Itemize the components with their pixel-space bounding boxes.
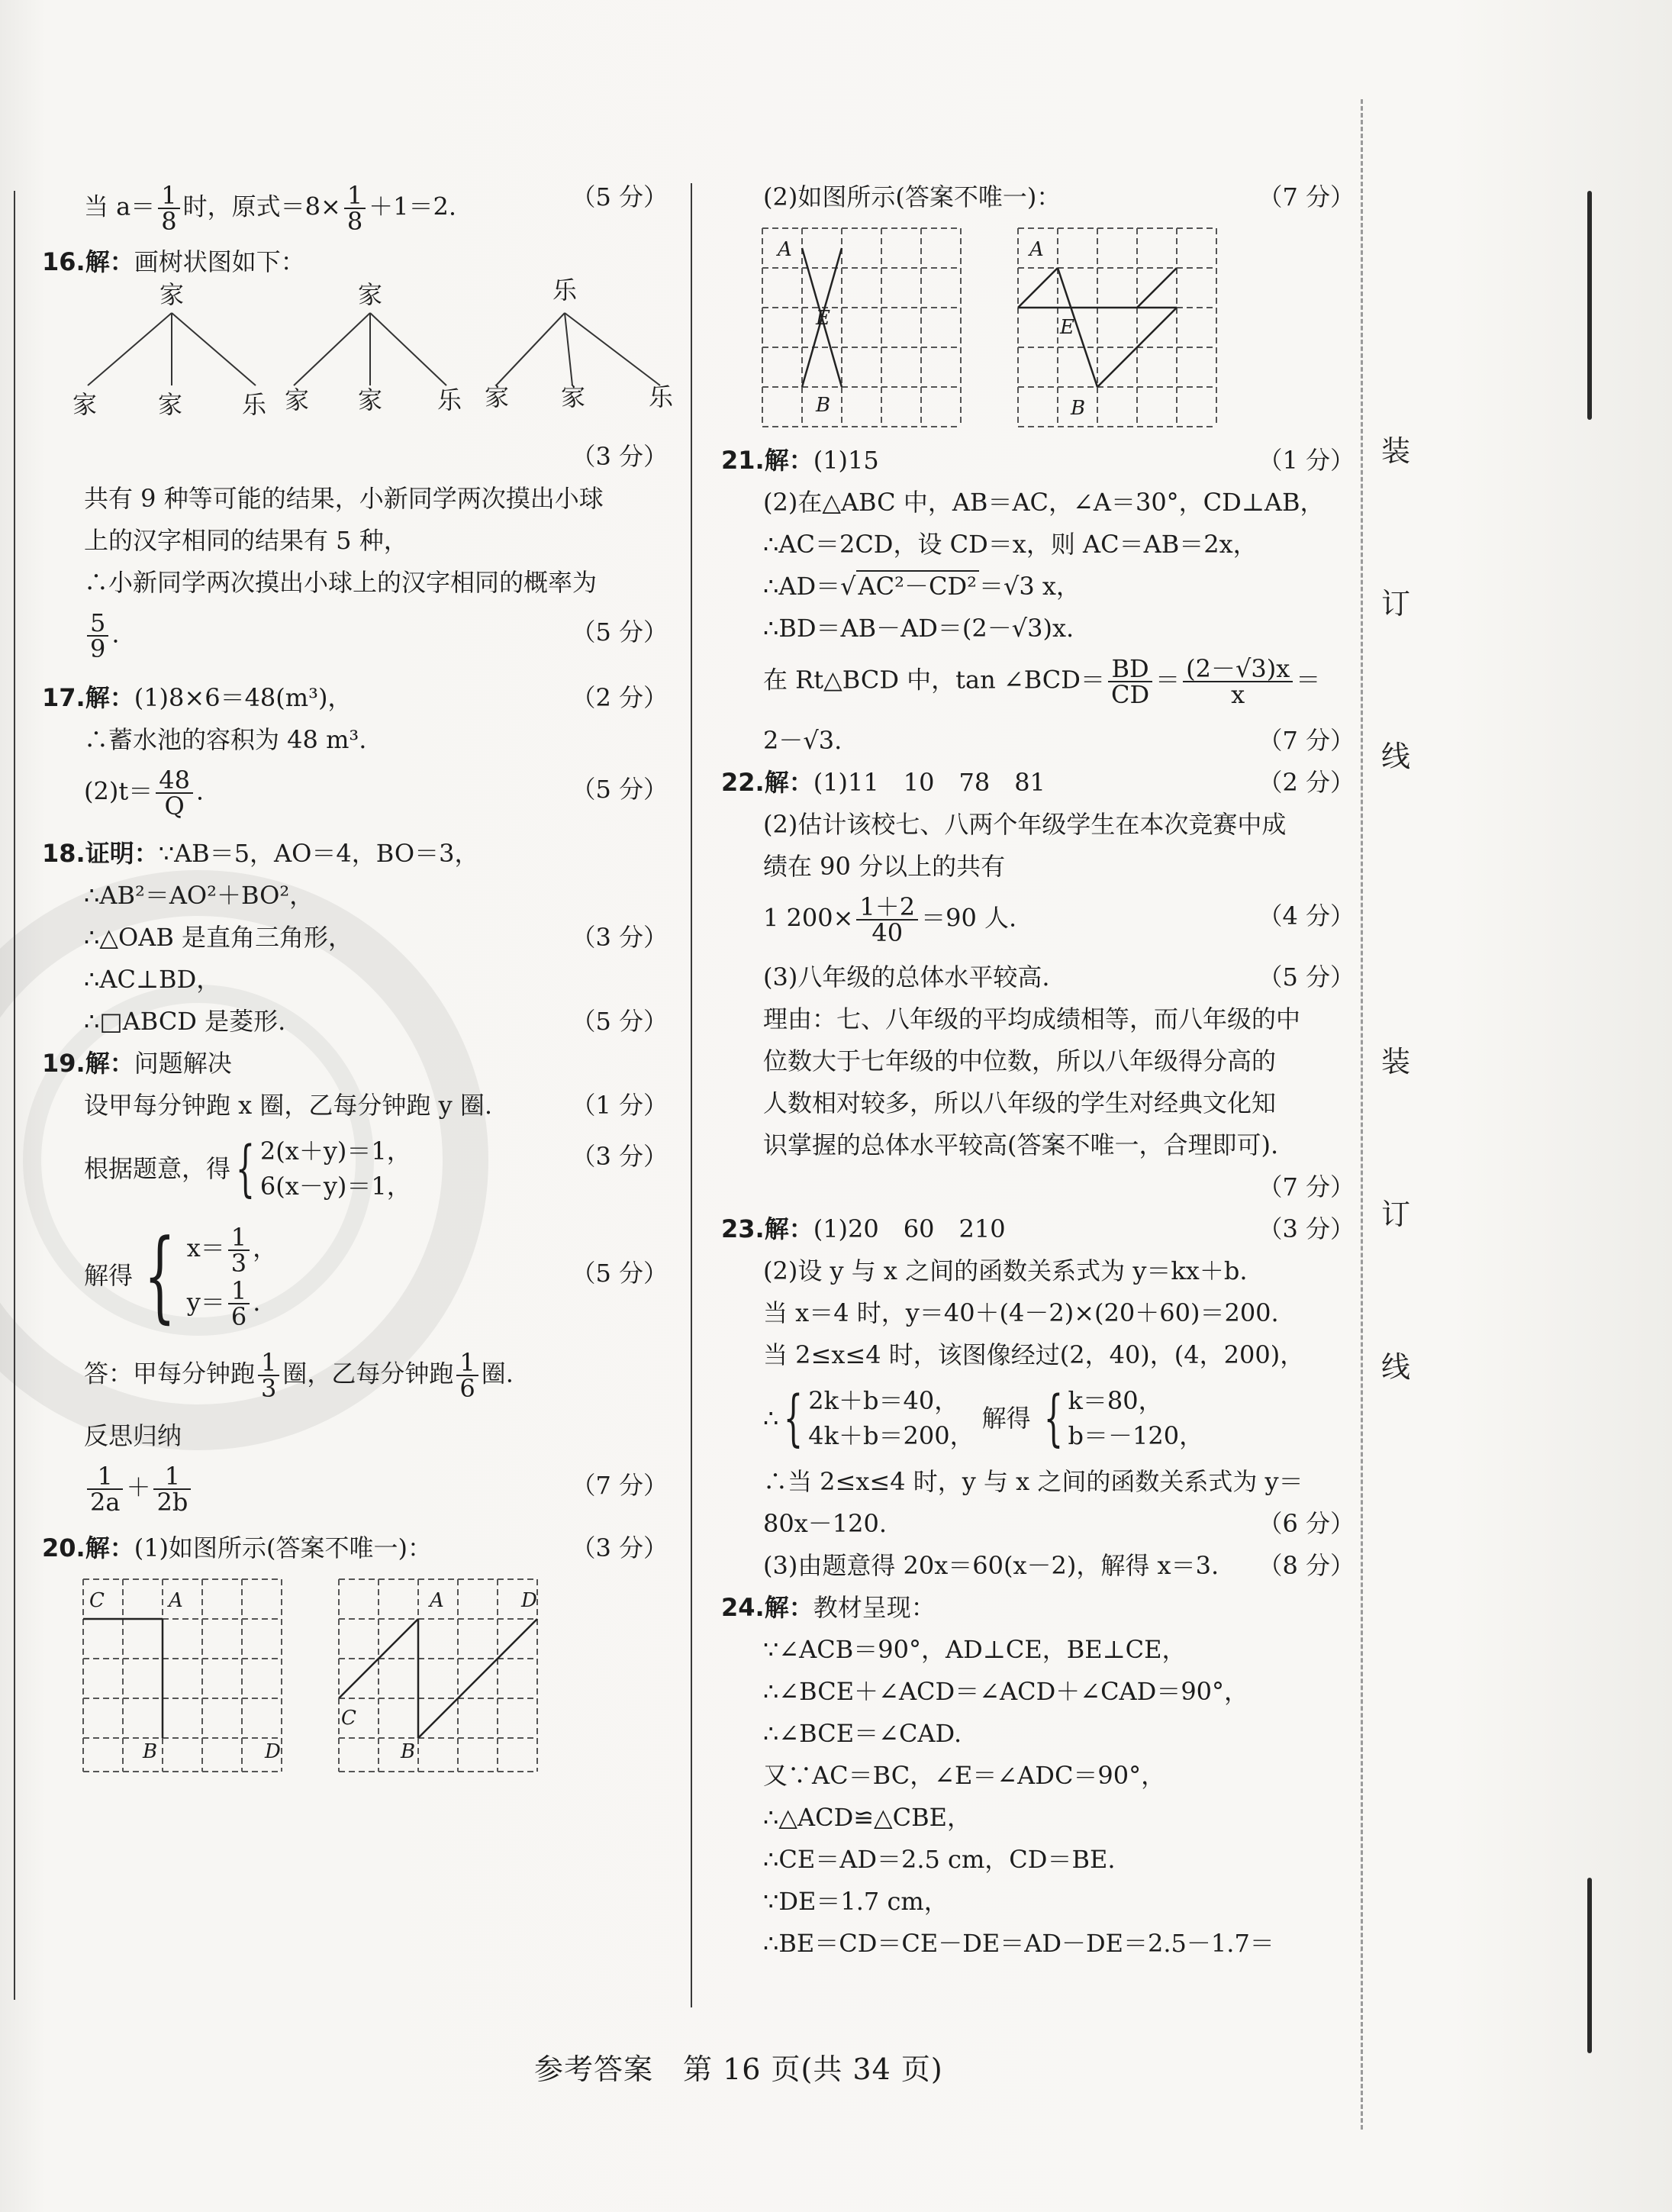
text: 80x－120.	[763, 1509, 888, 1538]
point-label: C	[341, 1707, 356, 1730]
text-line	[42, 1008, 668, 1035]
denominator: 6	[459, 1374, 475, 1403]
question-number: 20.解：	[42, 1533, 134, 1562]
text-line	[721, 963, 1355, 991]
fraction	[87, 1462, 123, 1517]
q21-tan-line	[721, 656, 1355, 707]
radicand: AC²－CD²	[856, 570, 979, 601]
text-line: ∵∠ACB＝90°，AD⊥CE，BE⊥CE，	[763, 1635, 1187, 1664]
page-edge-mark	[1587, 1878, 1592, 2053]
text: 答：甲每分钟跑	[84, 1359, 256, 1388]
point-label: A	[1029, 238, 1044, 261]
text: y＝	[186, 1287, 225, 1317]
brace: {	[1043, 1382, 1063, 1453]
numerator: 1	[228, 1279, 250, 1304]
fraction	[87, 608, 108, 663]
numerator: 1	[456, 1350, 478, 1376]
text: .	[195, 776, 205, 806]
text-line: 共有 9 种等可能的结果，小新同学两次摸出小球	[84, 484, 604, 513]
text-line: ∴△ACD≌△CBE，	[763, 1803, 972, 1832]
text-line	[42, 924, 668, 951]
binding-char: 订	[1381, 1198, 1411, 1231]
text: ＋1＝2.	[369, 192, 457, 221]
brace: {	[784, 1382, 804, 1453]
binding-char: 订	[1381, 587, 1411, 621]
text: (3)八年级的总体水平较高.	[763, 963, 1050, 992]
text-line: 识掌握的总体水平较高(答案不唯一，合理即可).	[763, 1130, 1279, 1159]
text-line	[721, 1510, 1355, 1537]
score: （4 分）	[1258, 901, 1355, 930]
binding-char: 线	[1381, 740, 1411, 773]
score-line	[721, 1173, 1355, 1201]
text: 圈，乙每分钟跑	[282, 1359, 454, 1388]
text-line	[721, 727, 1355, 754]
text-line: 人数相对较多，所以八年级的学生对经典文化知	[763, 1088, 1277, 1117]
binding-char: 装	[1381, 1045, 1411, 1079]
fraction	[456, 1350, 478, 1401]
numerator: 48	[156, 768, 193, 794]
score: （2 分）	[1258, 768, 1355, 797]
page-edge-mark	[1587, 191, 1592, 420]
text: ＝90 人.	[921, 903, 1017, 933]
tree-root: 家	[159, 280, 185, 309]
numerator: 1	[153, 1464, 191, 1490]
binding-margin-line	[1361, 99, 1363, 2130]
denominator: 2b	[156, 1488, 188, 1517]
text: 1 200×	[763, 903, 854, 933]
text-line: 反思归纳	[84, 1421, 182, 1450]
tree-leaf: 家	[485, 382, 510, 411]
q20-part2-grids	[721, 225, 1355, 431]
binding-char: 线	[1381, 1350, 1411, 1384]
text: x＝	[186, 1233, 225, 1262]
tree-leaf: 家	[158, 390, 183, 419]
text-line: ∵DE＝1.7 cm，	[763, 1887, 949, 1916]
fraction	[153, 1462, 191, 1517]
equation: 6(x－y)＝1，	[259, 1172, 411, 1201]
text: 解得	[84, 1260, 134, 1290]
tree-root: 家	[358, 280, 383, 309]
equation-rows	[808, 1383, 974, 1453]
q22-estimate	[721, 892, 1355, 947]
equation: k＝80，	[1068, 1386, 1163, 1415]
text-line: ∴蓄水池的容积为 48 m³.	[84, 725, 367, 754]
text-line: ∴BD＝AB－AD＝(2－√3)x.	[763, 614, 1074, 643]
equation-system	[84, 1133, 411, 1204]
equation: 4k＋b＝200，	[808, 1421, 975, 1450]
denominator: 3	[261, 1374, 277, 1403]
text-line: 绩在 90 分以上的共有	[763, 852, 1006, 881]
left-column	[42, 181, 674, 1790]
numerator: 1	[228, 1225, 250, 1251]
score: （5 分）	[571, 182, 668, 211]
text: (3)由题意得 20x＝60(x－2)，解得 x＝3.	[763, 1551, 1219, 1580]
score: （5 分）	[571, 617, 668, 647]
fraction	[1108, 656, 1152, 707]
text: ＝	[1155, 665, 1181, 695]
q17-part2	[42, 766, 668, 821]
numerator: 1	[87, 1464, 123, 1490]
point-label: D	[521, 1589, 537, 1612]
q24-header	[721, 1594, 1355, 1621]
fraction	[228, 1222, 250, 1278]
text-line: ∴AB²＝AO²＋BO²，	[84, 881, 314, 910]
score: （3 分）	[571, 1533, 668, 1562]
score: （3 分）	[571, 442, 668, 471]
right-column	[721, 183, 1355, 1972]
score: （5 分）	[571, 775, 668, 804]
page-footer: 参考答案 第 16 页(共 34 页)	[534, 2052, 943, 2086]
denominator: 8	[346, 207, 363, 236]
q16-probability	[42, 608, 668, 663]
q20-grid-figures	[42, 1576, 668, 1775]
denominator: CD	[1110, 680, 1150, 709]
text: ＝	[1296, 665, 1321, 695]
text: (1)如图所示(答案不唯一)：	[134, 1533, 433, 1562]
tree-diagram	[72, 276, 674, 427]
numerator: 1	[344, 183, 366, 209]
score: （7 分）	[1258, 726, 1355, 755]
text-line: 理由：七、八年级的平均成绩相等，而八年级的中	[763, 1004, 1301, 1033]
q21-header	[721, 447, 1355, 474]
fraction	[1183, 656, 1293, 707]
denominator: 40	[871, 918, 904, 947]
numerator: 1	[258, 1350, 279, 1376]
brace: {	[235, 1133, 256, 1204]
q19-header	[42, 1050, 668, 1077]
text: 时，原式＝8×	[182, 192, 341, 221]
text: ＋	[126, 1472, 151, 1502]
equation: 2(x＋y)＝1，	[259, 1137, 411, 1166]
score: （7 分）	[1258, 1172, 1355, 1201]
denominator: x	[1231, 680, 1245, 709]
text-line: ∴CE＝AD＝2.5 cm，CD＝BE.	[763, 1845, 1116, 1874]
text: 画树状图如下：	[134, 247, 305, 276]
text: 解得	[981, 1404, 1031, 1433]
fraction	[158, 183, 179, 234]
text: (2)如图所示(答案不唯一)：	[763, 182, 1062, 211]
grid-figure-4	[1015, 225, 1221, 431]
text-line: ∴BE＝CD＝CE－DE＝AD－DE＝2.5－1.7＝	[763, 1929, 1274, 1958]
equation-system	[763, 1383, 1203, 1453]
solution-rows	[1068, 1383, 1204, 1453]
text: 设甲每分钟跑 x 圈，乙每分钟跑 y 圈.	[84, 1091, 492, 1120]
denominator: 2a	[90, 1488, 121, 1517]
tree-leaf: 乐	[649, 382, 674, 411]
score: （5 分）	[571, 1007, 668, 1036]
equation: 2k＋b＝40，	[808, 1386, 959, 1415]
point-label: E	[1060, 316, 1074, 339]
q19-reflection	[42, 1462, 668, 1517]
q19-solution	[42, 1217, 668, 1336]
q23-system	[721, 1383, 1355, 1453]
text-line: ∴AC＝2CD，设 CD＝x，则 AC＝AB＝2x，	[763, 530, 1258, 559]
denominator: 3	[230, 1248, 247, 1278]
q20-part2	[721, 183, 1355, 211]
question-number: 22.解：	[721, 768, 813, 797]
q19-answer	[42, 1350, 668, 1401]
text-line: ∴当 2≤x≤4 时，y 与 x 之间的函数关系式为 y＝	[763, 1467, 1303, 1496]
text: ∴△OAB 是直角三角形，	[84, 923, 353, 952]
score: （1 分）	[571, 1091, 668, 1120]
text: .	[111, 619, 120, 649]
text-line: (2)设 y 与 x 之间的函数关系式为 y＝kx＋b.	[763, 1256, 1248, 1285]
numerator: (2－√3)x	[1183, 656, 1293, 682]
tree-leaf: 家	[285, 385, 310, 414]
text-line: ∴AC⊥BD，	[84, 965, 221, 994]
text: (1)20 60 210	[813, 1214, 1006, 1243]
score-line	[42, 443, 668, 470]
binding-char: 装	[1381, 434, 1411, 468]
question-number: 24.解：	[721, 1593, 813, 1622]
text: 教材呈现：	[813, 1593, 936, 1622]
text-line: 上的汉字相同的结果有 5 种，	[84, 526, 408, 555]
numerator: 1	[158, 183, 179, 209]
equation-rows	[260, 1133, 411, 1204]
text: 问题解决	[134, 1049, 232, 1078]
text: ＝√3 x，	[978, 572, 1081, 601]
q22-header	[721, 769, 1355, 796]
q18-header	[42, 840, 668, 867]
column-divider	[691, 183, 692, 2007]
point-label: B	[1071, 397, 1086, 420]
point-label: B	[143, 1740, 158, 1763]
q21-ad-line: ∴AD＝√AC²－CD²＝√3 x，	[763, 572, 1081, 601]
text: (1)11 10 78 81	[813, 768, 1045, 797]
text: (1)8×6＝48(m³)，	[134, 683, 353, 712]
text-line: (2)估计该校七、八两个年级学生在本次竞赛中成	[763, 810, 1287, 839]
question-number: 16.解：	[42, 247, 134, 276]
fraction	[156, 766, 193, 821]
q16-header	[42, 248, 668, 276]
score: （5 分）	[1258, 963, 1355, 992]
score: （7 分）	[1258, 182, 1355, 211]
point-label: D	[265, 1740, 281, 1763]
text: ∴	[763, 1404, 779, 1433]
grid-figure-1	[80, 1576, 286, 1775]
text: 当 a＝	[84, 192, 156, 221]
score: （5 分）	[571, 1259, 668, 1288]
score: （3 分）	[1258, 1214, 1355, 1243]
question-number: 17.解：	[42, 683, 134, 712]
solution-x: x＝ $\frac{1}{3}$ ，	[186, 1222, 278, 1278]
denominator: 6	[230, 1302, 247, 1331]
q23-header	[721, 1215, 1355, 1243]
point-label: E	[816, 307, 830, 330]
solution-y: y＝ $\frac{1}{6}$ .	[186, 1276, 261, 1331]
point-label: B	[401, 1740, 416, 1763]
tree-root: 乐	[553, 276, 578, 305]
q19-equations	[42, 1133, 668, 1207]
denominator: 8	[161, 207, 177, 236]
text-line: (2)在△ABC 中，AB＝AC，∠A＝30°，CD⊥AB，	[763, 488, 1325, 517]
denominator: 9	[90, 634, 106, 663]
fraction	[258, 1350, 279, 1401]
solution-system	[84, 1217, 278, 1333]
tree-leaf: 家	[358, 385, 383, 414]
question-number: 21.解：	[721, 446, 813, 475]
brace: {	[143, 1217, 176, 1333]
text: (2)t＝	[84, 776, 153, 806]
text-line: 位数大于七年级的中位数，所以八年级得分高的	[763, 1046, 1277, 1075]
point-label: A	[430, 1589, 444, 1612]
score: （1 分）	[1258, 446, 1355, 475]
text-line: 当 2≤x≤4 时，该图像经过(2，40)，(4，200)，	[763, 1340, 1305, 1369]
question-number: 19.解：	[42, 1049, 134, 1078]
text-line	[42, 1091, 668, 1119]
score: （3 分）	[571, 1142, 668, 1171]
score: （8 分）	[1258, 1551, 1355, 1580]
text-line: ∴∠BCE＋∠ACD＝∠ACD＋∠CAD＝90°，	[763, 1677, 1249, 1706]
text: ∴□ABCD 是菱形.	[84, 1007, 286, 1036]
text: ∵AB＝5，AO＝4，BO＝3，	[158, 839, 479, 868]
fraction	[228, 1276, 250, 1331]
question-number: 23.解：	[721, 1214, 813, 1243]
fraction	[856, 892, 918, 947]
q20-header	[42, 1534, 668, 1562]
text: ∴AD＝	[763, 572, 841, 601]
numerator: 5	[87, 611, 108, 637]
text-line: ∴小新同学两次摸出小球上的汉字相同的概率为	[84, 568, 598, 597]
question-number: 18.证明：	[42, 839, 159, 868]
score: （6 分）	[1258, 1509, 1355, 1538]
point-label: C	[89, 1589, 105, 1612]
q15-result-line	[42, 183, 668, 234]
score: （3 分）	[571, 923, 668, 952]
tree-leaf: 家	[72, 390, 98, 419]
text: 2－√3.	[763, 726, 842, 755]
text-line	[721, 1552, 1355, 1579]
tree-leaf: 乐	[242, 390, 267, 419]
score: （2 分）	[571, 683, 668, 712]
equation: b＝－120，	[1068, 1421, 1204, 1450]
solution-rows	[187, 1221, 277, 1329]
text: 圈.	[481, 1359, 514, 1388]
left-edge-rule	[14, 191, 15, 2000]
numerator: BD	[1108, 656, 1152, 682]
text-line: 当 x＝4 时，y＝40＋(4－2)×(20＋60)＝200.	[763, 1298, 1279, 1327]
text-line: ∴∠BCE＝∠CAD.	[763, 1719, 962, 1748]
q17-header	[42, 684, 668, 711]
point-label: B	[816, 394, 831, 417]
text: 在 Rt△BCD 中，tan ∠BCD＝	[763, 665, 1105, 695]
point-label: A	[169, 1589, 183, 1612]
score: （7 分）	[571, 1471, 668, 1500]
fraction	[344, 183, 366, 234]
tree-leaf: 家	[561, 382, 586, 411]
denominator: Q	[164, 792, 185, 821]
point-label: A	[778, 238, 792, 261]
text-line: 又∵AC＝BC，∠E＝∠ADC＝90°，	[763, 1761, 1166, 1790]
text: 根据题意，得	[84, 1154, 231, 1183]
text: (1)15	[813, 446, 879, 475]
tree-leaf: 乐	[437, 385, 462, 414]
numerator: 1＋2	[856, 895, 918, 921]
